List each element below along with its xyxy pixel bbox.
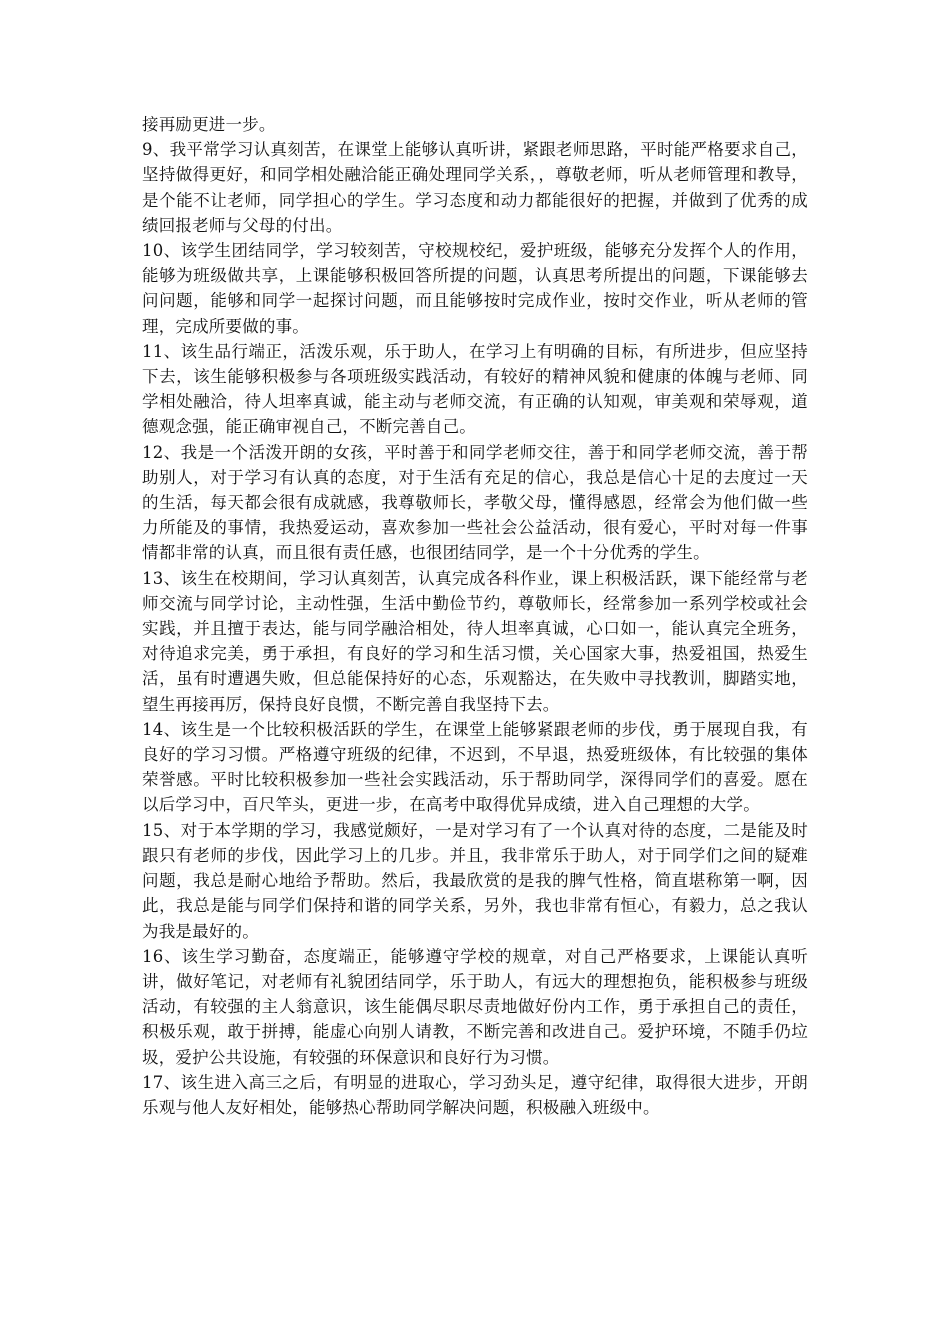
- comment-10: 10、该学生团结同学，学习较刻苦，守校规校纪，爱护班级，能够充分发挥个人的作用，能够为班级做共享，上课能够积极回答所提的问题，认真思考所提出的问题，下课能够去问问题，能够和同学一起探讨问题，而且能够按时完成作业，按时交作业，听从老师的管理，完成所要做的事。: [142, 241, 808, 336]
- comment-16: 16、该生学习勤奋，态度端正，能够遵守学校的规章，对自己严格要求，上课能认真听讲，做好笔记，对老师有礼貌团结同学，乐于助人，有远大的理想抱负，能积极参与班级活动，有较强的主人翁意识，该生能偶尽职尽责地做好份内工作，勇于承担自己的责任，积极乐观，敢于拼搏，能虚心向别人请教，不断完善和改进自己。爱护环境，不随手仍垃圾，爱护公共设施，有较强的环保意识和良好行为习惯。: [142, 946, 808, 1067]
- comment-13: 13、该生在校期间，学习认真刻苦，认真完成各科作业，课上积极活跃，课下能经常与老师交流与同学讨论，主动性强，生活中勤俭节约，尊敬师长，经常参加一系列学校或社会实践，并且擅于表达，能与同学融洽相处，待人坦率真诚，心口如一，能认真完全班务，对待追求完美，勇于承担，有良好的学习和生活习惯，关心国家大事，热爱祖国，热爱生活，虽有时遭遇失败，但总能保持好的心态，乐观豁达，在失败中寻找教训，脚踏实地，望生再接再厉，保持良好良惯，不断完善自我坚持下去。: [142, 568, 808, 714]
- comment-9: 9、我平常学习认真刻苦，在课堂上能够认真听讲，紧跟老师思路，平时能严格要求自己，坚持做得更好，和同学相处融洽能正确处理同学关系，，尊敬老师，听从老师管理和教导，是个能不让老师，同学担心的学生。学习态度和动力都能很好的把握，并做到了优秀的成绩回报老师与父母的付出。: [142, 140, 808, 235]
- comment-11: 11、该生品行端正，活泼乐观，乐于助人，在学习上有明确的目标，有所进步，但应坚持下去，该生能够积极参与各项班级实践活动，有较好的精神风貌和健康的体魄与老师、同学相处融洽，待人坦率真诚，能主动与老师交流，有正确的认知观，审美观和荣辱观，道德观念强，能正确审视自己，不断完善自己。: [142, 341, 808, 437]
- comment-14: 14、该生是一个比较积极活跃的学生，在课堂上能够紧跟老师的步伐，勇于展现自我，有良好的学习习惯。严格遵守班级的纪律，不迟到，不早退，热爱班级体，有比较强的集体荣誉感。平时比较积极参加一些社会实践活动，乐于帮助同学，深得同学们的喜爱。愿在以后学习中，百尺竿头，更进一步，在高考中取得优异成绩，进入自己理想的大学。: [142, 719, 808, 815]
- document-body: [142, 112, 808, 1120]
- comment-15: 15、对于本学期的学习，我感觉颇好，一是对学习有了一个认真对待的态度，二是能及时跟只有老师的步伐，因此学习上的几步。并且，我非常乐于助人，对于同学们之间的疑难问题，我总是耐心地给予帮助。然后，我最欣赏的是我的脾气性格，简直堪称第一啊，因此，我总是能与同学们保持和谐的同学关系，另外，我也非常有恒心，有毅力，总之我认为我是最好的。: [142, 820, 808, 941]
- comment-12: 12、我是一个活泼开朗的女孩，平时善于和同学老师交往，善于和同学老师交流，善于帮助别人，对于学习有认真的态度，对于生活有充足的信心，我总是信心十足的去度过一天的生活，每天都会很有成就感，我尊敬师长，孝敬父母，懂得感恩，经常会为他们做一些力所能及的事情，我热爱运动，喜欢参加一些社会公益活动，很有爱心，平时对每一件事情都非常的认真，而且很有责任感，也很团结同学，是一个十分优秀的学生。: [142, 442, 808, 563]
- comment-17: 17、该生进入高三之后，有明显的进取心，学习劲头足，遵守纪律，取得很大进步，开朗乐观与他人友好相处，能够热心帮助同学解决问题，积极融入班级中。: [142, 1072, 808, 1117]
- paragraph-continuation: 接再励更进一步。: [142, 115, 276, 134]
